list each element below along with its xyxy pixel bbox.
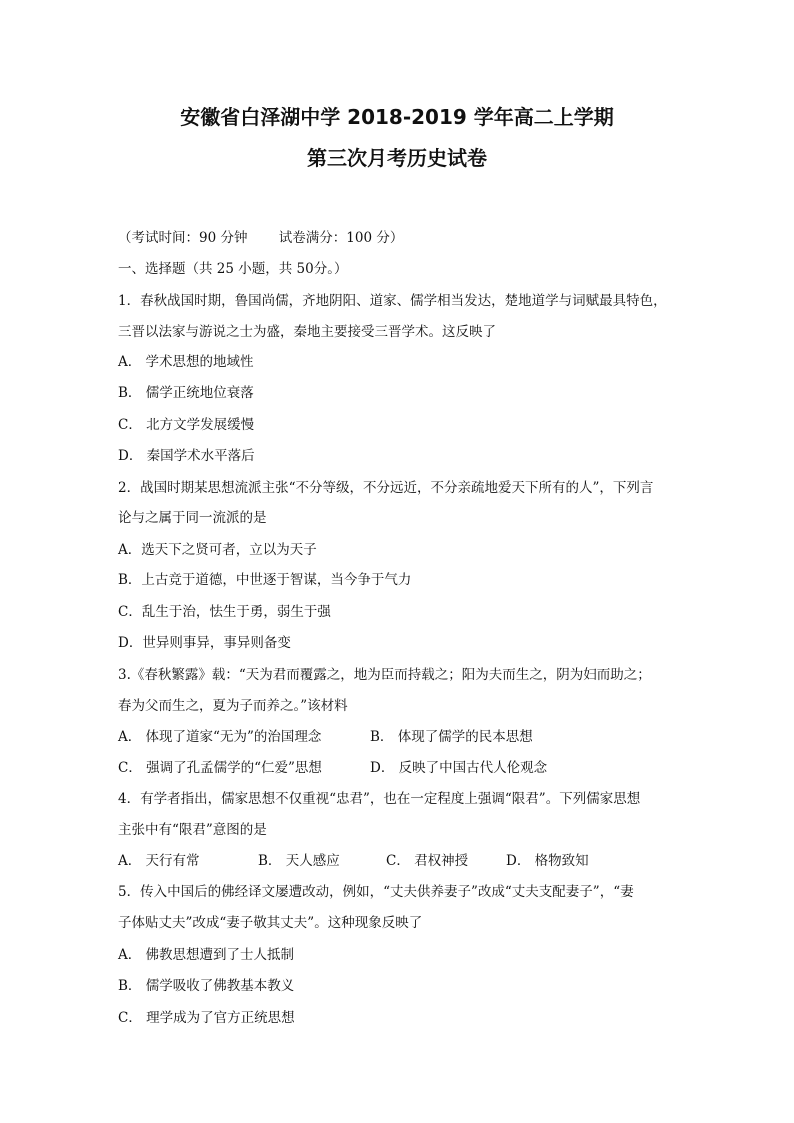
section-heading: 一、选择题（共 25 小题，共 50分。） bbox=[118, 261, 348, 277]
question-4-option-c: C． 君权神授 bbox=[386, 853, 469, 869]
question-3-stem-line-2: 春为父而生之，夏为子而养之。”该材料 bbox=[118, 698, 348, 714]
question-1-option-b: B． 儒学正统地位衰落 bbox=[118, 385, 254, 401]
question-3-stem-line-1: 3.《春秋繁露》载：“天为君而覆露之，地为臣而持载之；阳为夫而生之，阴为妇而助之； bbox=[118, 667, 651, 683]
question-4-option-d: D． 格物致知 bbox=[506, 853, 589, 869]
question-1-option-a: A． 学术思想的地域性 bbox=[118, 354, 254, 370]
question-2-option-d: D．世异则事异，事异则备变 bbox=[118, 635, 291, 651]
question-1-option-c: C． 北方文学发展缓慢 bbox=[118, 417, 255, 433]
question-1-stem-line-1: 1．春秋战国时期，鲁国尚儒，齐地阴阳、道家、儒学相当发达，楚地道学与词赋最具特色， bbox=[118, 293, 667, 309]
question-4-stem-line-1: 4．有学者指出，儒家思想不仅重视“忠君”，也在一定程度上强调“限君”。下列儒家思想 bbox=[118, 791, 641, 807]
question-2-stem-line-2: 论与之属于同一流派的是 bbox=[118, 510, 267, 526]
exam-info: （考试时间：90 分钟 试卷满分：100 分） bbox=[118, 230, 404, 246]
question-1-stem-line-2: 三晋以法家与游说之士为盛，秦地主要接受三晋学术。这反映了 bbox=[118, 324, 496, 340]
question-5-option-a: A． 佛教思想遭到了士人抵制 bbox=[118, 947, 295, 963]
question-5-stem-line-2: 子体贴丈夫”改成“妻子敬其丈夫”。这种现象反映了 bbox=[118, 915, 423, 931]
question-3-option-a: A． 体现了道家“无为”的治国理念 bbox=[118, 729, 322, 745]
question-5-option-c: C． 理学成为了官方正统思想 bbox=[118, 1010, 295, 1026]
question-2-option-b: B．上古竞于道德，中世逐于智谋，当今争于气力 bbox=[118, 572, 412, 588]
question-2-option-c: C．乱生于治，怯生于勇，弱生于强 bbox=[118, 604, 331, 620]
question-4-stem-line-2: 主张中有“限君”意图的是 bbox=[118, 822, 267, 838]
question-3-option-b: B． 体现了儒学的民本思想 bbox=[370, 729, 533, 745]
question-4-option-a: A． 天行有常 bbox=[118, 853, 200, 869]
question-5-stem-line-1: 5．传入中国后的佛经译文屡遭改动，例如，“丈夫供养妻子”改成“丈夫支配妻子”，“妻 bbox=[118, 884, 634, 900]
question-3-option-d: D． 反映了中国古代人伦观念 bbox=[370, 760, 548, 776]
question-5-option-b: B． 儒学吸收了佛教基本教义 bbox=[118, 978, 295, 994]
exam-title-line1: 安徽省白泽湖中学 2018-2019 学年高二上学期 bbox=[180, 105, 614, 129]
exam-title-line2: 第三次月考历史试卷 bbox=[307, 146, 487, 170]
question-2-option-a: A．选天下之贤可者，立以为天子 bbox=[118, 542, 317, 558]
question-3-option-c: C． 强调了孔孟儒学的“仁爱”思想 bbox=[118, 760, 322, 776]
question-2-stem-line-1: 2．战国时期某思想流派主张“不分等级，不分远近，不分亲疏地爱天下所有的人”，下列言 bbox=[118, 480, 654, 496]
question-1-option-d: D． 秦国学术水平落后 bbox=[118, 448, 255, 464]
question-4-option-b: B． 天人感应 bbox=[258, 853, 340, 869]
